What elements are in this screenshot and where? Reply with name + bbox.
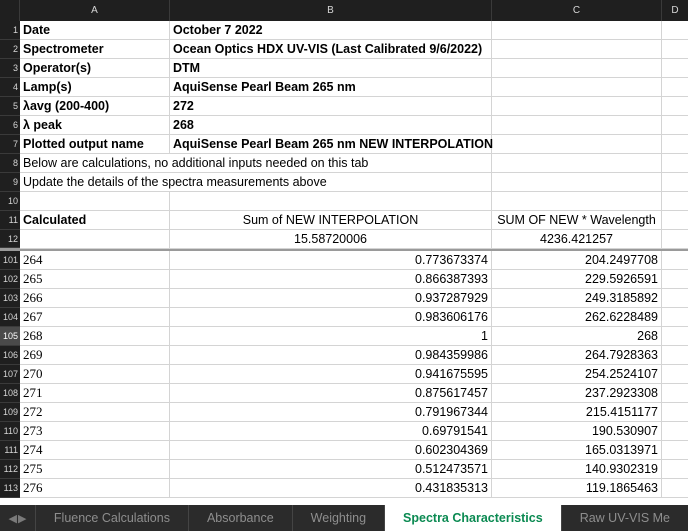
wavelength-cell[interactable]: 268 bbox=[20, 327, 170, 346]
info-row bbox=[0, 21, 688, 40]
info-label[interactable]: Operator(s) bbox=[20, 59, 170, 78]
info-label[interactable]: Plotted output name bbox=[20, 135, 170, 154]
product-cell[interactable]: 190.530907 bbox=[492, 422, 662, 441]
tab-weighting[interactable]: Weighting bbox=[293, 505, 385, 531]
cell[interactable] bbox=[170, 154, 492, 173]
info-value[interactable]: DTM bbox=[170, 59, 492, 78]
product-cell[interactable]: 204.2497708 bbox=[492, 251, 662, 270]
select-all-corner[interactable] bbox=[0, 0, 20, 21]
cell[interactable] bbox=[662, 21, 688, 40]
product-cell[interactable]: 119.1865463 bbox=[492, 479, 662, 498]
info-row bbox=[0, 135, 688, 154]
product-cell[interactable]: 165.0313971 bbox=[492, 441, 662, 460]
cell[interactable] bbox=[662, 384, 688, 403]
product-cell[interactable]: 268 bbox=[492, 327, 662, 346]
column-headers bbox=[0, 0, 688, 21]
column-header-c[interactable]: C bbox=[492, 0, 662, 21]
interpolation-cell[interactable]: 0.875617457 bbox=[170, 384, 492, 403]
row-header[interactable]: 104 bbox=[0, 308, 20, 327]
row-header[interactable]: 109 bbox=[0, 403, 20, 422]
cell[interactable] bbox=[662, 327, 688, 346]
wavelength-cell[interactable]: 266 bbox=[20, 289, 170, 308]
interpolation-cell[interactable]: 0.791967344 bbox=[170, 403, 492, 422]
spreadsheet-grid bbox=[0, 21, 688, 498]
cell[interactable] bbox=[662, 230, 688, 249]
table-row bbox=[0, 441, 688, 460]
product-cell[interactable]: 262.6228489 bbox=[492, 308, 662, 327]
product-cell[interactable]: 229.5926591 bbox=[492, 270, 662, 289]
product-cell[interactable]: 140.9302319 bbox=[492, 460, 662, 479]
next-sheet-icon[interactable]: ▶ bbox=[17, 512, 27, 525]
table-row bbox=[0, 346, 688, 365]
cell[interactable] bbox=[662, 308, 688, 327]
info-label[interactable]: Spectrometer bbox=[20, 40, 170, 59]
row-header[interactable]: 9 bbox=[0, 173, 20, 192]
cell[interactable] bbox=[662, 116, 688, 135]
calc-totals-row bbox=[0, 230, 688, 251]
tab-spectra-characteristics[interactable]: Spectra Characteristics bbox=[385, 505, 562, 531]
cell[interactable] bbox=[662, 403, 688, 422]
cell[interactable] bbox=[492, 40, 662, 59]
cell[interactable] bbox=[662, 289, 688, 308]
cell[interactable] bbox=[492, 135, 662, 154]
info-value[interactable]: 268 bbox=[170, 116, 492, 135]
interpolation-cell[interactable]: 0.984359986 bbox=[170, 346, 492, 365]
cell[interactable] bbox=[492, 192, 662, 211]
row-header[interactable]: 101 bbox=[0, 251, 20, 270]
cell[interactable] bbox=[662, 365, 688, 384]
column-header-b[interactable]: B bbox=[170, 0, 492, 21]
cell[interactable] bbox=[662, 40, 688, 59]
interpolation-cell[interactable]: 0.941675595 bbox=[170, 365, 492, 384]
product-cell[interactable]: 237.2923308 bbox=[492, 384, 662, 403]
wavelength-cell[interactable]: 270 bbox=[20, 365, 170, 384]
sheet-tab-bar bbox=[0, 505, 688, 531]
info-row bbox=[0, 40, 688, 59]
table-row bbox=[0, 327, 688, 346]
table-row bbox=[0, 460, 688, 479]
info-row bbox=[0, 97, 688, 116]
wavelength-cell[interactable]: 265 bbox=[20, 270, 170, 289]
row-header[interactable]: 110 bbox=[0, 422, 20, 441]
note-text[interactable]: Update the details of the spectra measurements above bbox=[20, 173, 170, 192]
interpolation-cell[interactable]: 0.69791541 bbox=[170, 422, 492, 441]
interpolation-cell[interactable]: 0.983606176 bbox=[170, 308, 492, 327]
cell[interactable] bbox=[492, 21, 662, 40]
cell[interactable] bbox=[662, 192, 688, 211]
table-row bbox=[0, 365, 688, 384]
calc-header-row bbox=[0, 211, 688, 230]
cell[interactable] bbox=[662, 59, 688, 78]
row-header[interactable]: 111 bbox=[0, 441, 20, 460]
cell[interactable] bbox=[662, 460, 688, 479]
cell[interactable] bbox=[662, 154, 688, 173]
cell[interactable] bbox=[662, 97, 688, 116]
sheet-nav bbox=[0, 505, 36, 531]
cell[interactable] bbox=[20, 192, 170, 211]
product-cell[interactable]: 249.3185892 bbox=[492, 289, 662, 308]
wavelength-cell[interactable]: 264 bbox=[20, 251, 170, 270]
info-row bbox=[0, 116, 688, 135]
cell[interactable] bbox=[662, 270, 688, 289]
row-header[interactable]: 10 bbox=[0, 192, 20, 211]
interpolation-cell[interactable]: 0.512473571 bbox=[170, 460, 492, 479]
wavelength-cell[interactable]: 276 bbox=[20, 479, 170, 498]
info-value[interactable]: October 7 2022 bbox=[170, 21, 492, 40]
cell[interactable] bbox=[662, 422, 688, 441]
cell[interactable] bbox=[492, 78, 662, 97]
row-header[interactable]: 113 bbox=[0, 479, 20, 498]
cell[interactable] bbox=[492, 173, 662, 192]
sum-wavelength-value[interactable]: 4236.421257 bbox=[492, 230, 662, 249]
info-label[interactable]: Lamp(s) bbox=[20, 78, 170, 97]
wavelength-cell[interactable]: 275 bbox=[20, 460, 170, 479]
table-row bbox=[0, 479, 688, 498]
table-row bbox=[0, 289, 688, 308]
cell[interactable] bbox=[662, 135, 688, 154]
row-header[interactable]: 105 bbox=[0, 327, 20, 346]
cell[interactable] bbox=[662, 173, 688, 192]
info-value[interactable]: Ocean Optics HDX UV-VIS (Last Calibrated 9/6/2022) bbox=[170, 40, 492, 59]
table-row bbox=[0, 308, 688, 327]
note-row bbox=[0, 173, 688, 192]
tab-fluence-calculations[interactable]: Fluence Calculations bbox=[36, 505, 189, 531]
table-row bbox=[0, 270, 688, 289]
tab-raw-uv-vis-me[interactable]: Raw UV-VIS Me bbox=[579, 511, 670, 525]
row-header[interactable]: 103 bbox=[0, 289, 20, 308]
cell[interactable] bbox=[662, 479, 688, 498]
info-label[interactable]: Date bbox=[20, 21, 170, 40]
interpolation-cell[interactable]: 0.431835313 bbox=[170, 479, 492, 498]
cell[interactable] bbox=[662, 78, 688, 97]
cell[interactable] bbox=[492, 59, 662, 78]
note-row bbox=[0, 154, 688, 173]
row-header[interactable]: 107 bbox=[0, 365, 20, 384]
info-row bbox=[0, 59, 688, 78]
tab-absorbance[interactable]: Absorbance bbox=[189, 505, 293, 531]
table-row bbox=[0, 251, 688, 270]
cell[interactable] bbox=[662, 346, 688, 365]
sum-wavelength-header[interactable]: SUM OF NEW * Wavelength bbox=[492, 211, 662, 230]
row-header[interactable]: 4 bbox=[0, 78, 20, 97]
info-row bbox=[0, 78, 688, 97]
wavelength-cell[interactable]: 273 bbox=[20, 422, 170, 441]
row-header[interactable]: 106 bbox=[0, 346, 20, 365]
wavelength-cell[interactable]: 271 bbox=[20, 384, 170, 403]
wavelength-cell[interactable]: 274 bbox=[20, 441, 170, 460]
calculated-label[interactable]: Calculated bbox=[20, 211, 170, 230]
product-cell[interactable]: 254.2524107 bbox=[492, 365, 662, 384]
row-header[interactable]: 12 bbox=[0, 230, 20, 248]
interpolation-cell[interactable]: 1 bbox=[170, 327, 492, 346]
row-header[interactable]: 102 bbox=[0, 270, 20, 289]
product-cell[interactable]: 215.4151177 bbox=[492, 403, 662, 422]
cell[interactable] bbox=[492, 97, 662, 116]
cell[interactable] bbox=[170, 192, 492, 211]
cell[interactable] bbox=[662, 211, 688, 230]
interpolation-cell[interactable]: 0.866387393 bbox=[170, 270, 492, 289]
row-header[interactable]: 11 bbox=[0, 211, 20, 230]
table-row bbox=[0, 192, 688, 211]
info-label[interactable]: λ peak bbox=[20, 116, 170, 135]
interpolation-cell[interactable]: 0.602304369 bbox=[170, 441, 492, 460]
row-header[interactable]: 112 bbox=[0, 460, 20, 479]
prev-sheet-icon[interactable]: ◀ bbox=[8, 512, 17, 525]
note-text[interactable]: Below are calculations, no additional inputs needed on this tab bbox=[20, 154, 170, 173]
row-header[interactable]: 7 bbox=[0, 135, 20, 154]
info-value[interactable]: AquiSense Pearl Beam 265 nm bbox=[170, 78, 492, 97]
info-value[interactable]: AquiSense Pearl Beam 265 nm NEW INTERPOLATION bbox=[170, 135, 492, 154]
interpolation-cell[interactable]: 0.937287929 bbox=[170, 289, 492, 308]
row-header[interactable]: 3 bbox=[0, 59, 20, 78]
cell[interactable] bbox=[492, 116, 662, 135]
cell[interactable] bbox=[662, 441, 688, 460]
cell[interactable] bbox=[662, 251, 688, 270]
interpolation-cell[interactable]: 0.773673374 bbox=[170, 251, 492, 270]
row-header[interactable]: 5 bbox=[0, 97, 20, 116]
row-header[interactable]: 2 bbox=[0, 40, 20, 59]
cell[interactable] bbox=[20, 230, 170, 249]
cell[interactable] bbox=[170, 173, 492, 192]
row-header[interactable]: 6 bbox=[0, 116, 20, 135]
wavelength-cell[interactable]: 267 bbox=[20, 308, 170, 327]
sum-interpolation-header[interactable]: Sum of NEW INTERPOLATION bbox=[170, 211, 492, 230]
info-label[interactable]: λavg (200-400) bbox=[20, 97, 170, 116]
product-cell[interactable]: 264.7928363 bbox=[492, 346, 662, 365]
cell[interactable] bbox=[492, 154, 662, 173]
info-value[interactable]: 272 bbox=[170, 97, 492, 116]
wavelength-cell[interactable]: 272 bbox=[20, 403, 170, 422]
table-row bbox=[0, 403, 688, 422]
sum-interpolation-value[interactable]: 15.58720006 bbox=[170, 230, 492, 249]
row-header[interactable]: 1 bbox=[0, 21, 20, 40]
table-row bbox=[0, 422, 688, 441]
table-row bbox=[0, 384, 688, 403]
wavelength-cell[interactable]: 269 bbox=[20, 346, 170, 365]
row-header[interactable]: 108 bbox=[0, 384, 20, 403]
column-header-a[interactable]: A bbox=[20, 0, 170, 21]
row-header[interactable]: 8 bbox=[0, 154, 20, 173]
column-header-d[interactable]: D bbox=[671, 5, 679, 16]
